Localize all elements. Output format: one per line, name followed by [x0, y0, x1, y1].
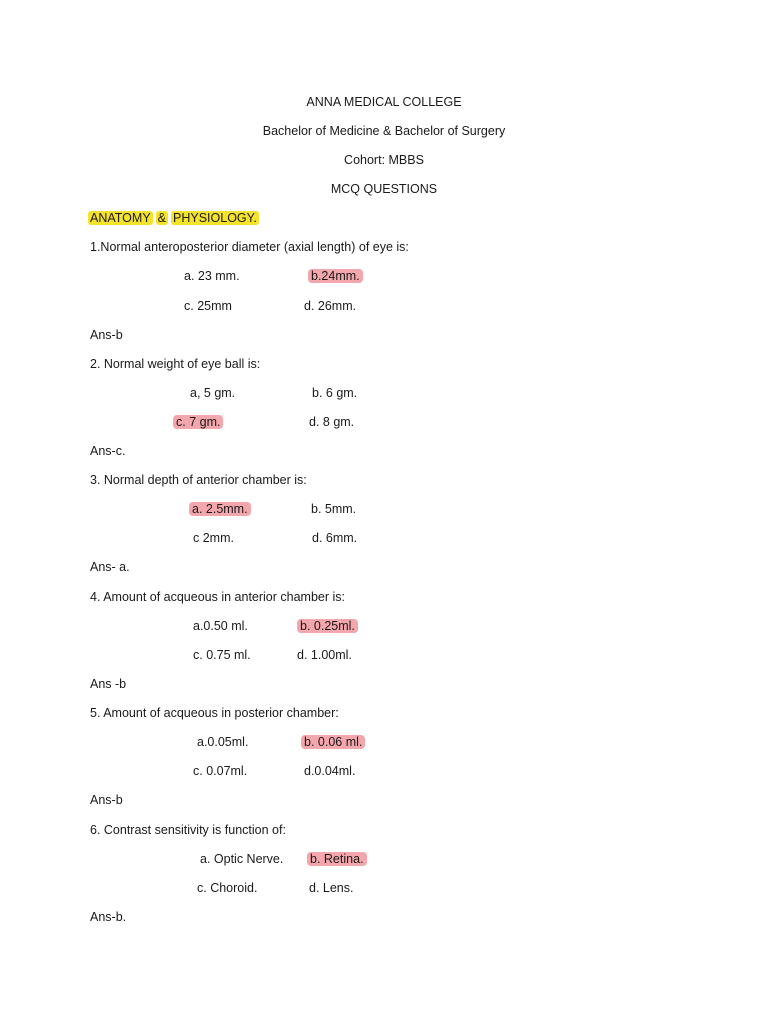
q3-answer: Ans- a. — [90, 560, 130, 574]
question-2: 2. Normal weight of eye ball is: — [90, 357, 261, 371]
degree-title: Bachelor of Medicine & Bachelor of Surgery — [262, 124, 506, 138]
q1-option-a: a. 23 mm. — [184, 269, 240, 283]
q6-option-d: d. Lens. — [309, 881, 354, 895]
q4-option-a: a.0.50 ml. — [193, 619, 248, 633]
cohort-label: Cohort: MBBS — [344, 153, 424, 167]
q2-option-b: b. 6 gm. — [312, 386, 358, 400]
college-name: ANNA MEDICAL COLLEGE — [306, 95, 462, 109]
q5-option-b — [301, 734, 365, 750]
q2-answer: Ans-c. — [90, 444, 126, 458]
q4-option-c: c. 0.75 ml. — [193, 648, 251, 662]
q2-option-c — [173, 414, 223, 430]
q6-option-c: c. Choroid. — [197, 881, 258, 895]
q4-option-b — [297, 618, 358, 634]
q3-option-d: d. 6mm. — [312, 531, 358, 545]
q5-option-a: a.0.05ml. — [197, 735, 249, 749]
q3-option-b: b. 5mm. — [311, 502, 357, 516]
section-title-part2: PHYSIOLOGY. — [173, 211, 257, 225]
q3-option-c: c 2mm. — [193, 531, 234, 545]
question-6: 6. Contrast sensitivity is function of: — [90, 823, 286, 837]
q1-option-c: c. 25mm — [184, 299, 232, 313]
q4-option-d: d. 1.00ml. — [297, 648, 352, 662]
document-title: MCQ QUESTIONS — [330, 182, 438, 196]
q2-option-a: a, 5 gm. — [190, 386, 236, 400]
question-4: 4. Amount of acqueous in anterior chamber is: — [90, 590, 346, 604]
question-5: 5. Amount of acqueous in posterior chamber: — [90, 706, 339, 720]
q6-option-b — [307, 851, 367, 867]
q6-option-a: a. Optic Nerve. — [200, 852, 284, 866]
q2-option-d: d. 8 gm. — [309, 415, 355, 429]
q1-option-d: d. 26mm. — [304, 299, 357, 313]
q5-option-d: d.0.04ml. — [304, 764, 356, 778]
q4-correct-option: b. 0.25ml. — [297, 619, 358, 633]
q5-option-c: c. 0.07ml. — [193, 764, 248, 778]
q2-correct-option: c. 7 gm. — [173, 415, 223, 429]
q5-correct-option: b. 0.06 ml. — [301, 735, 365, 749]
q3-option-a — [189, 501, 251, 517]
q1-answer: Ans-b — [90, 328, 123, 342]
q4-answer: Ans -b — [90, 677, 127, 691]
section-heading — [88, 210, 259, 226]
q1-option-b — [308, 268, 363, 284]
section-title-part1: ANATOMY — [90, 211, 151, 225]
q6-correct-option: b. Retina. — [307, 852, 367, 866]
section-title-amp: & — [157, 211, 167, 225]
q5-answer: Ans-b — [90, 793, 123, 807]
q1-correct-option: b.24mm. — [308, 269, 363, 283]
question-3: 3. Normal depth of anterior chamber is: — [90, 473, 307, 487]
question-1: 1.Normal anteroposterior diameter (axial length) of eye is: — [90, 240, 409, 254]
q6-answer: Ans-b. — [90, 910, 127, 924]
q3-correct-option: a. 2.5mm. — [189, 502, 251, 516]
